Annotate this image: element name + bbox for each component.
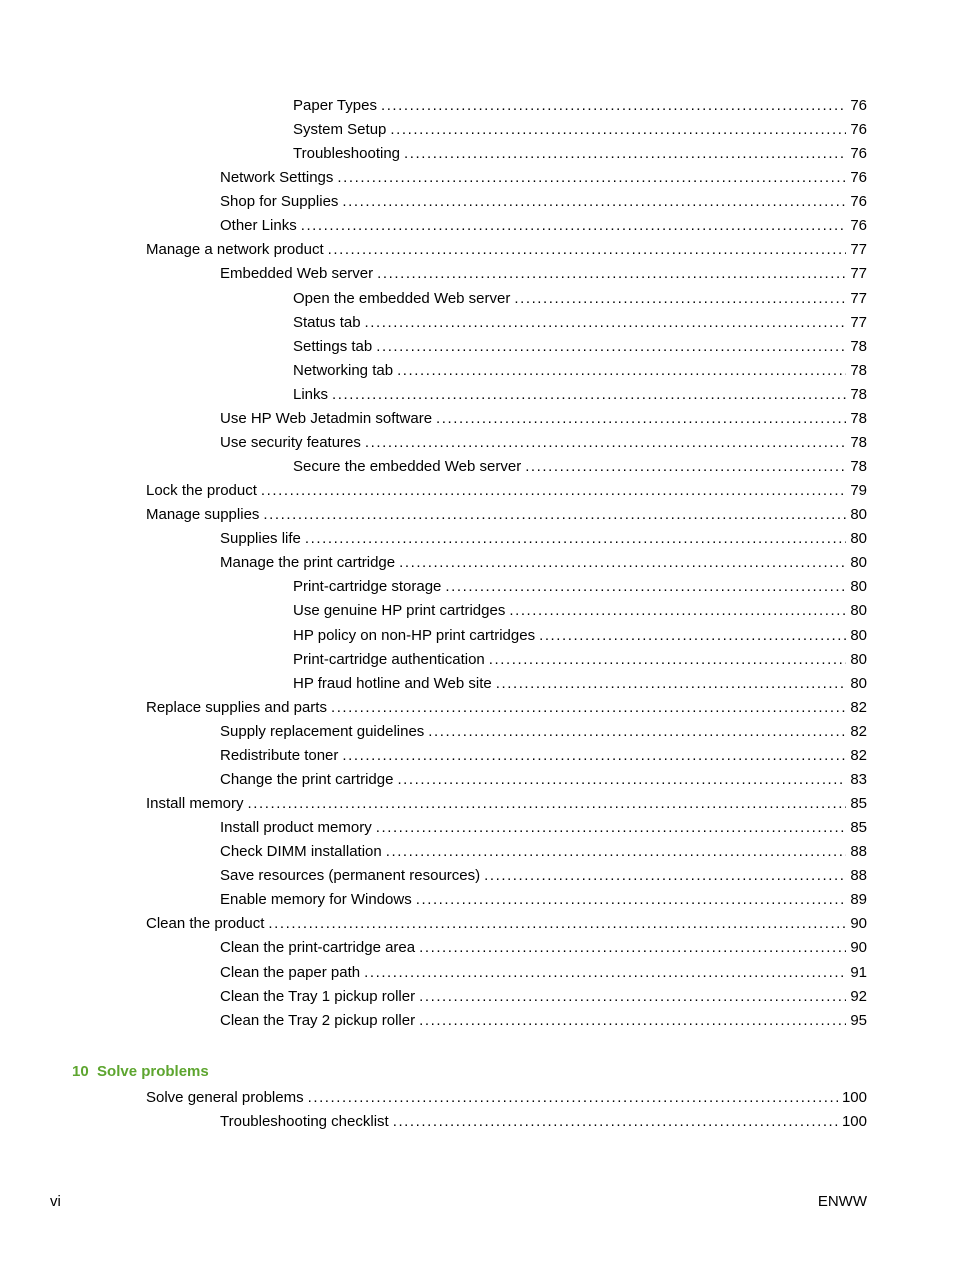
toc-entry-page: 77	[850, 313, 867, 331]
dot-leader	[539, 626, 846, 646]
toc-entry[interactable]	[146, 1088, 867, 1108]
toc-entry-title: Links	[293, 385, 329, 403]
toc-entry-title: Clean the paper path	[220, 963, 361, 981]
toc-entry[interactable]	[220, 168, 867, 188]
toc-entry-title: Troubleshooting checklist	[220, 1113, 389, 1130]
toc-entry[interactable]	[220, 553, 867, 573]
toc-entry-page: 77	[850, 289, 867, 307]
dot-leader	[337, 168, 846, 188]
toc-entry[interactable]	[146, 698, 867, 718]
toc-entry[interactable]	[146, 240, 867, 260]
toc-entry-title: Networking tab	[293, 361, 394, 379]
toc-entry[interactable]	[146, 505, 867, 525]
toc-entry[interactable]	[220, 746, 867, 766]
toc-entry-page: 100	[841, 1113, 867, 1130]
toc-entry-page: 92	[850, 987, 867, 1005]
toc-entry-page: 80	[850, 530, 867, 548]
toc-entry-title: Change the print cartridge	[220, 770, 394, 788]
toc-entry[interactable]	[220, 987, 867, 1007]
toc-entry[interactable]	[146, 481, 867, 501]
toc-entry-title: Check DIMM installation	[220, 843, 382, 861]
toc-entry-title: HP policy on non-HP print cartridges	[293, 626, 536, 644]
toc-entry-page: 78	[850, 385, 867, 403]
dot-leader	[332, 385, 846, 405]
toc-entry-title: Network Settings	[220, 169, 334, 187]
toc-entry-page: 88	[850, 867, 867, 885]
toc-entry-title: Clean the product	[146, 915, 265, 933]
toc-entry-title: Clean the Tray 1 pickup roller	[220, 987, 416, 1005]
dot-leader	[416, 890, 847, 910]
toc-entry-page: 76	[850, 121, 867, 139]
dot-leader	[397, 770, 846, 790]
toc-entry-title: Manage supplies	[146, 506, 260, 524]
toc-entry-title: Lock the product	[146, 482, 257, 500]
dot-leader	[305, 529, 846, 549]
toc-entry-page: 80	[850, 650, 867, 668]
toc-entry[interactable]	[293, 96, 867, 116]
dot-leader	[381, 96, 846, 116]
dot-leader	[342, 746, 846, 766]
toc-entry-title: System Setup	[293, 121, 387, 139]
toc-entry-page: 76	[850, 169, 867, 187]
toc-entry-title: Use genuine HP print cartridges	[293, 602, 506, 620]
toc-entry-page: 79	[850, 482, 867, 500]
dot-leader	[301, 216, 847, 236]
toc-entry-title: Manage a network product	[146, 241, 324, 259]
toc-entry[interactable]	[293, 144, 867, 164]
toc-entry-page: 95	[850, 1011, 867, 1029]
dot-leader	[376, 818, 847, 838]
toc-entry[interactable]	[220, 409, 867, 429]
toc-entry-title: Solve general problems	[146, 1089, 304, 1106]
toc-entry-page: 76	[850, 217, 867, 235]
toc-entry[interactable]	[293, 361, 867, 381]
toc-entry-page: 90	[850, 915, 867, 933]
toc-entry-title: Open the embedded Web server	[293, 289, 511, 307]
dot-leader	[496, 674, 847, 694]
chapter-heading	[72, 1062, 209, 1082]
dot-leader	[261, 481, 846, 501]
toc-entry-title: Status tab	[293, 313, 361, 331]
toc-entry-page: 78	[850, 409, 867, 427]
toc-entry-page: 89	[850, 891, 867, 909]
toc-entry-page: 80	[850, 554, 867, 572]
dot-leader	[509, 601, 846, 621]
toc-entry[interactable]	[293, 674, 867, 694]
toc-entry[interactable]	[293, 650, 867, 670]
toc-entry-title: Replace supplies and parts	[146, 698, 327, 716]
toc-entry-page: 80	[850, 626, 867, 644]
toc-entry-page: 77	[850, 265, 867, 283]
toc-entry-page: 80	[850, 506, 867, 524]
dot-leader	[393, 1112, 838, 1132]
dot-leader	[342, 192, 846, 212]
toc-entry[interactable]	[220, 842, 867, 862]
dot-leader	[525, 457, 846, 477]
toc-entry[interactable]	[220, 216, 867, 236]
toc-entry[interactable]	[220, 529, 867, 549]
toc-entry[interactable]	[220, 770, 867, 790]
toc-entry-title: Supplies life	[220, 530, 301, 548]
toc-entry-page: 78	[850, 361, 867, 379]
toc-entry[interactable]	[220, 722, 867, 742]
toc-entry-title: Install product memory	[220, 819, 372, 837]
dot-leader	[397, 361, 846, 381]
dot-leader	[484, 866, 846, 886]
dot-leader	[376, 337, 846, 357]
toc-entry-page: 76	[850, 145, 867, 163]
dot-leader	[248, 794, 847, 814]
dot-leader	[419, 987, 846, 1007]
toc-entry[interactable]	[220, 192, 867, 212]
toc-entry[interactable]	[220, 890, 867, 910]
toc-entry[interactable]	[220, 963, 867, 983]
toc-entry-page: 91	[850, 963, 867, 981]
toc-entry[interactable]	[293, 457, 867, 477]
dot-leader	[364, 963, 846, 983]
toc-entry-page: 88	[850, 843, 867, 861]
dot-leader	[308, 1088, 838, 1108]
toc-entry-page: 80	[850, 674, 867, 692]
toc-entry-page: 78	[850, 458, 867, 476]
toc-entry[interactable]	[220, 866, 867, 886]
toc-entry-title: Manage the print cartridge	[220, 554, 396, 572]
toc-entry-title: Save resources (permanent resources)	[220, 867, 481, 885]
toc-entry[interactable]	[293, 577, 867, 597]
chapter-title: Solve problems	[97, 1063, 209, 1080]
dot-leader	[377, 264, 846, 284]
dot-leader	[514, 289, 846, 309]
toc-entry-title: Install memory	[146, 795, 244, 813]
dot-leader	[386, 842, 847, 862]
toc-entry-title: Enable memory for Windows	[220, 891, 412, 909]
toc-entry[interactable]	[293, 289, 867, 309]
dot-leader	[365, 433, 846, 453]
toc-entry[interactable]	[293, 313, 867, 333]
toc-entry-page: 83	[850, 770, 867, 788]
toc-entry-title: Paper Types	[293, 97, 377, 114]
dot-leader	[489, 650, 847, 670]
toc-entry-page: 80	[850, 602, 867, 620]
toc-entry-title: Troubleshooting	[293, 145, 401, 163]
toc-entry-title: Embedded Web server	[220, 265, 374, 283]
dot-leader	[268, 914, 846, 934]
dot-leader	[328, 240, 847, 260]
dot-leader	[419, 1011, 846, 1031]
toc-entry-page: 100	[841, 1089, 867, 1106]
dot-leader	[404, 144, 846, 164]
toc-entry-title: Secure the embedded Web server	[293, 458, 522, 476]
toc-entry-title: Use security features	[220, 433, 361, 451]
toc-entry[interactable]	[220, 818, 867, 838]
toc-entry[interactable]	[293, 385, 867, 405]
toc-entry-page: 78	[850, 433, 867, 451]
dot-leader	[445, 577, 846, 597]
toc-entry[interactable]	[220, 1011, 867, 1031]
toc-entry-page: 82	[850, 722, 867, 740]
toc-entry-page: 78	[850, 337, 867, 355]
toc-entry-page: 82	[850, 746, 867, 764]
toc-entry[interactable]	[220, 433, 867, 453]
dot-leader	[399, 553, 846, 573]
toc-entry[interactable]	[146, 794, 867, 814]
toc-entry[interactable]	[293, 120, 867, 140]
toc-entry-page: 85	[850, 819, 867, 837]
page-number: vi	[50, 1193, 61, 1210]
dot-leader	[263, 505, 846, 525]
toc-entry-title: Shop for Supplies	[220, 193, 339, 211]
toc-entry-title: Print-cartridge authentication	[293, 650, 485, 668]
dot-leader	[365, 313, 847, 333]
toc-entry-title: Redistribute toner	[220, 746, 339, 764]
toc-entry-title: HP fraud hotline and Web site	[293, 674, 492, 692]
toc-entry-title: Supply replacement guidelines	[220, 722, 425, 740]
toc-entry[interactable]	[220, 264, 867, 284]
dot-leader	[436, 409, 846, 429]
toc-entry-page: 90	[850, 939, 867, 957]
toc-entry[interactable]	[293, 601, 867, 621]
toc-entry-title: Clean the print-cartridge area	[220, 939, 416, 957]
toc-entry[interactable]	[293, 626, 867, 646]
toc-entry-page: 77	[850, 241, 867, 259]
dot-leader	[428, 722, 846, 742]
toc-entry-title: Use HP Web Jetadmin software	[220, 409, 433, 427]
toc-entry-title: Clean the Tray 2 pickup roller	[220, 1011, 416, 1029]
document-code: ENWW	[817, 1193, 867, 1210]
toc-entry-page: 76	[850, 97, 867, 114]
toc-entry[interactable]	[220, 938, 867, 958]
toc-entry-page: 82	[850, 698, 867, 716]
toc-entry[interactable]	[220, 1112, 867, 1132]
toc-entry-title: Settings tab	[293, 337, 373, 355]
toc-entry-page: 85	[850, 795, 867, 813]
toc-entry-page: 76	[850, 193, 867, 211]
dot-leader	[419, 938, 846, 958]
toc-entry[interactable]	[146, 914, 867, 934]
dot-leader	[390, 120, 846, 140]
toc-entry[interactable]	[293, 337, 867, 357]
chapter-number: 10	[72, 1063, 89, 1080]
toc-entry-title: Print-cartridge storage	[293, 578, 442, 596]
toc-entry-page: 80	[850, 578, 867, 596]
toc-entry-title: Other Links	[220, 217, 297, 235]
dot-leader	[331, 698, 846, 718]
